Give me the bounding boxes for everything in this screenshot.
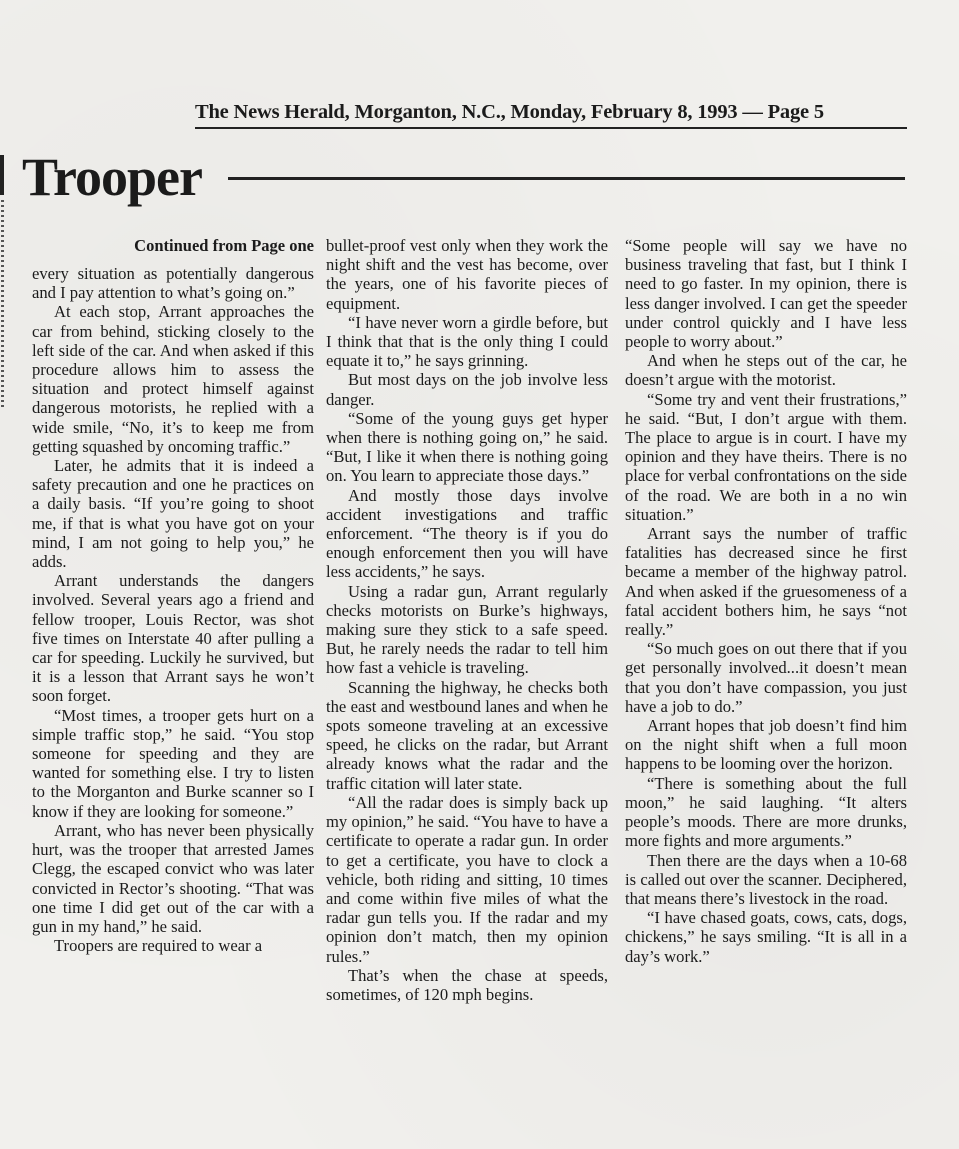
paragraph: “So much goes on out there that if you get personally involved...it doesn’t mean that you don’t have compassion, you just have a job to do.” (625, 639, 907, 716)
paragraph: Using a radar gun, Arrant regularly checks motorists on Burke’s highways, making sure they stick to a safe speed. But, he rarely needs the radar to tell him how fast a vehicle is traveling. (326, 581, 608, 678)
paragraph: “Some people will say we have no business traveling that fast, but I think I need to go faster. In my opinion, there is less danger involved. I can get the speeder under control quickly and I have less people to worry about.” (625, 236, 907, 352)
paragraph: Arrant says the number of traffic fatalities has decreased since he first became a member of the highway patrol. And when asked if the gruesomeness of a fatal accident bothers him, he says “not really.” (625, 524, 907, 640)
paragraph: “Some try and vent their frustrations,” he said. “But, I don’t argue with them. The place to argue is in court. I have my opinion and they have theirs. There is no place for verbal confrontations on the side of the road. We are both in a no win situation.” (625, 389, 907, 524)
column-3 (625, 236, 907, 966)
paragraph: But most days on the job involve less danger. (326, 370, 608, 409)
continued-label: Continued from Page one (134, 236, 314, 255)
header-rule (195, 127, 907, 129)
paragraph: That’s when the chase at speeds, sometimes, of 120 mph begins. (326, 965, 608, 1004)
headline-rule (228, 177, 905, 180)
paragraph: At each stop, Arrant approaches the car from behind, sticking closely to the left side of the car. And when asked if this procedure allows him to assess the situation and protect himself against dangerous motorists, he replied with a wide smile, “No, it’s to keep me from getting squashed by oncoming traffic.” (32, 302, 314, 456)
paragraph: Scanning the highway, he checks both the east and westbound lanes and when he spots someone traveling at an excessive speed, he clicks on the radar, but Arrant already knows what the radar and the traffic citation will later state. (326, 677, 608, 793)
paragraph: Arrant hopes that job doesn’t find him on the night shift when a full moon happens to be looming over the horizon. (625, 716, 907, 774)
paragraph: And when he steps out of the car, he doesn’t argue with the motorist. (625, 351, 907, 390)
margin-dotted-edge (1, 200, 4, 410)
paragraph: every situation as potentially dangerous and I pay attention to what’s going on.” (32, 264, 314, 303)
column-2 (326, 236, 608, 1004)
paragraph: “Most times, a trooper gets hurt on a simple traffic stop,” he said. “You stop someone for speeding and they are wanted for something else. I try to listen to the Morganton and Burke scanner so I know if they are looking for someone.” (32, 705, 314, 821)
paragraph: Arrant understands the dangers involved. Several years ago a friend and fellow trooper, Louis Rector, was shot five times on Interstate 40 after pulling a car for speeding. Luckily he survived, but it is a lesson that Arrant says he won’t soon forget. (32, 571, 314, 706)
paragraph: “I have never worn a girdle before, but I think that that is the only thing I could equate it to,” he says grinning. (326, 312, 608, 371)
paragraph: Troopers are required to wear a (54, 936, 263, 956)
paragraph: “I have chased goats, cows, cats, dogs, chickens,” he says smiling. “It is all in a day’s work.” (625, 908, 907, 966)
margin-mark (0, 155, 4, 195)
paragraph: “There is something about the full moon,” he said laughing. “It alters people’s moods. There are more drunks, more fights and more arguments.” (625, 773, 907, 851)
paragraph: Arrant, who has never been physically hurt, was the trooper that arrested James Clegg, the escaped convict who was later convicted in Rector’s shooting. “That was one time I did get out of the car with a gun in my hand,” he said. (32, 820, 314, 936)
headline: Trooper (22, 147, 202, 207)
paragraph: “All the radar does is simply back up my opinion,” he said. “You have to have a certificate to operate a radar gun. In order to get a certificate, you have to clock a vehicle, both riding and sitting, 10 times and come within five miles of what the radar gun tells you. If the radar and my opinion don’t match, then my opinion rules.” (326, 792, 608, 966)
paragraph: And mostly those days involve accident investigations and traffic enforcement. “The theory is if you do enough enforcement then you will have less accidents,” he says. (326, 485, 608, 582)
paragraph: Then there are the days when a 10-68 is called out over the scanner. Deciphered, that means there’s livestock in the road. (625, 850, 907, 908)
paragraph: “Some of the young guys get hyper when there is nothing going on,” he said. “But, I like it when there is nothing going on. You learn to appreciate those days.” (326, 408, 608, 486)
paragraph: Later, he admits that it is indeed a safety precaution and one he practices on a daily basis. “If you’re going to shoot me, if that is what you have got on your mind, I am not going to help you,” he adds. (32, 456, 314, 572)
column-1 (32, 236, 314, 955)
paragraph: bullet-proof vest only when they work the night shift and the vest has become, over the years, one of his favorite pieces of equipment. (326, 236, 608, 313)
page-header: The News Herald, Morganton, N.C., Monday, February 8, 1993 — Page 5 (195, 101, 824, 123)
